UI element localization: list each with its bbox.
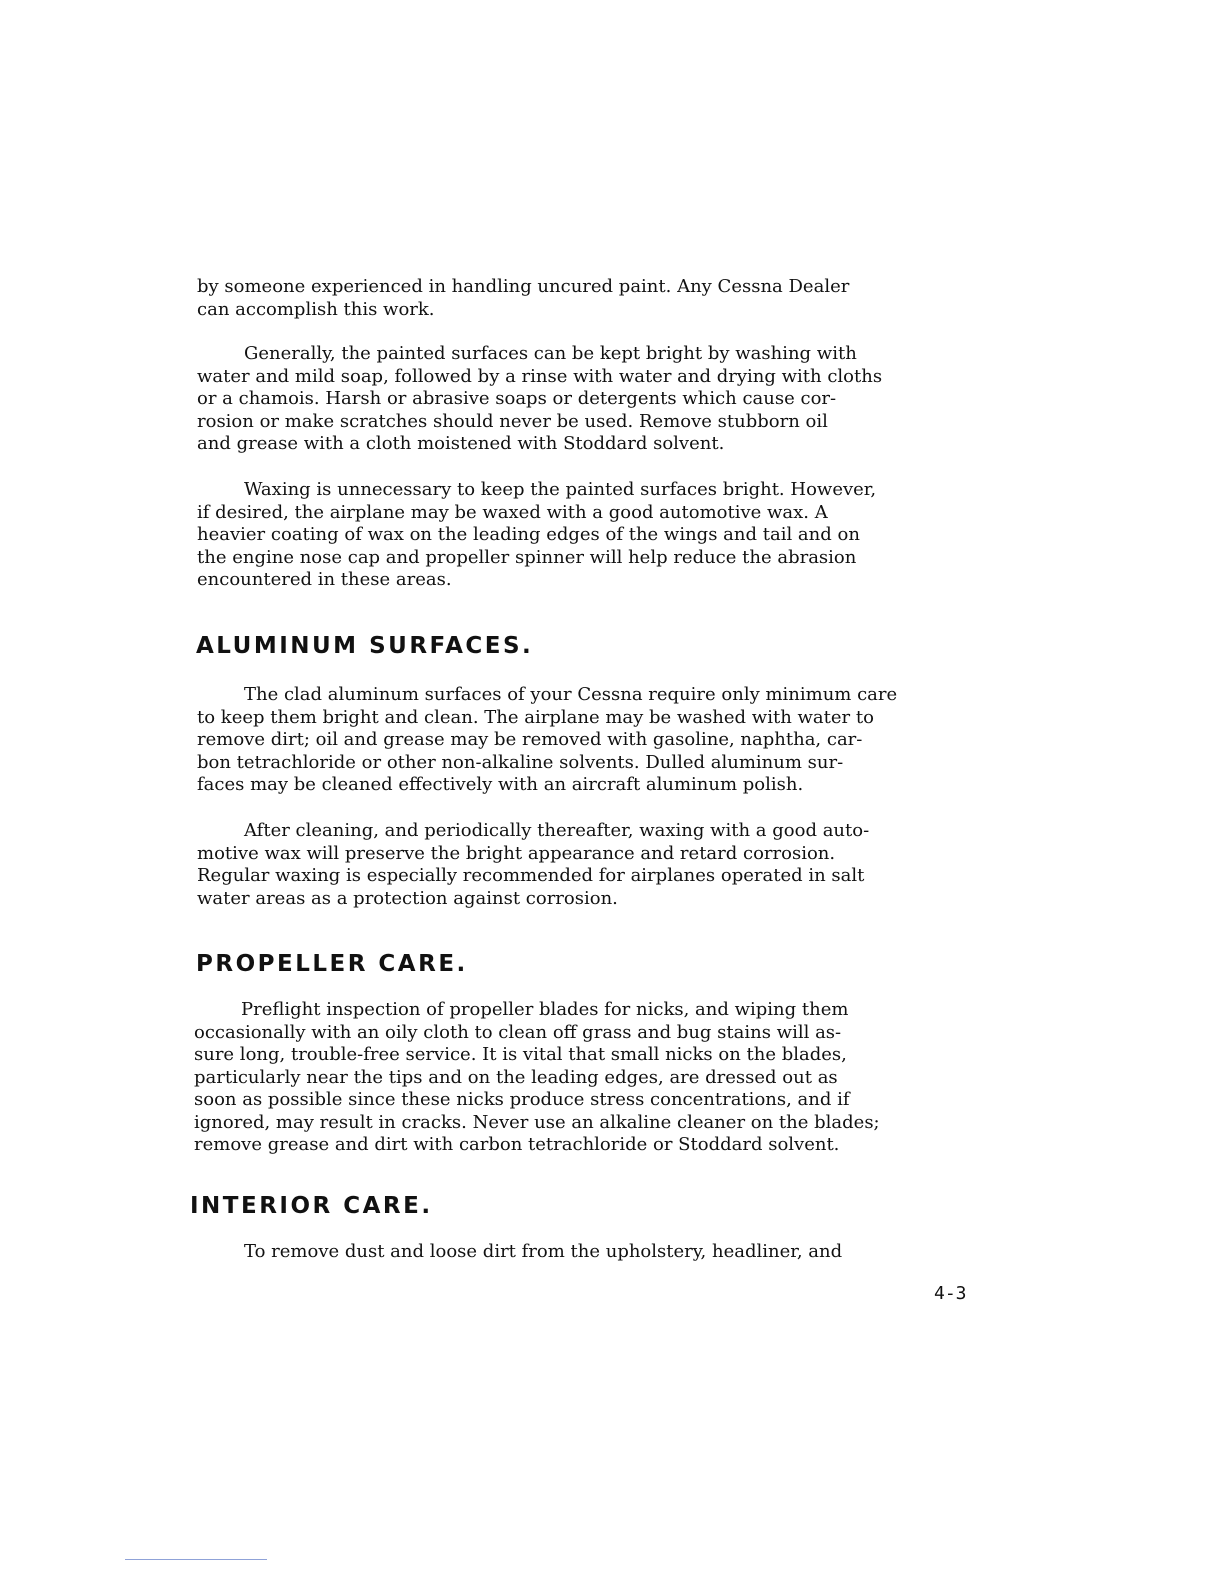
footer-rule [125, 1559, 267, 1560]
text-line: heavier coating of wax on the leading edges of the wings and tail and on [197, 524, 860, 545]
text-line: Waxing is unnecessary to keep the painted surfaces bright. However, [244, 479, 877, 500]
text-line: encountered in these areas. [197, 569, 452, 590]
text-line: bon tetrachloride or other non-alkaline solvents. Dulled aluminum sur- [197, 751, 844, 773]
text-line: if desired, the airplane may be waxed with a good automotive wax. A [197, 501, 828, 523]
paragraph-waxing [197, 479, 987, 592]
paragraph-interior-care [197, 1241, 987, 1264]
paragraph-paint-continuation [197, 276, 987, 321]
text-line: Generally, the painted surfaces can be kept bright by washing with [244, 343, 857, 364]
text-line: water areas as a protection against corrosion. [197, 887, 618, 909]
text-line: or a chamois. Harsh or abrasive soaps or detergents which cause cor- [197, 388, 837, 409]
text-line: ignored, may result in cracks. Never use an alkaline cleaner on the blades; [194, 1111, 880, 1133]
text-line: faces may be cleaned effectively with an aircraft aluminum polish. [197, 774, 804, 795]
text-line: sure long, trouble-free service. It is vital that small nicks on the blades, [194, 1044, 847, 1065]
text-line: Preflight inspection of propeller blades for nicks, and wiping them [241, 999, 849, 1020]
heading-aluminum-surfaces: ALUMINUM SURFACES. [196, 633, 534, 659]
page-number: 4-3 [934, 1283, 967, 1304]
paragraph-painted-surfaces-washing [197, 343, 987, 456]
text-line: and grease with a cloth moistened with Stoddard solvent. [197, 433, 725, 454]
heading-interior-care: INTERIOR CARE. [190, 1193, 433, 1219]
text-line: soon as possible since these nicks produce stress concentrations, and if [194, 1089, 850, 1110]
text-line: the engine nose cap and propeller spinner will help reduce the abrasion [197, 546, 857, 568]
text-line: motive wax will preserve the bright appearance and retard corrosion. [197, 842, 836, 864]
text-line: The clad aluminum surfaces of your Cessna require only minimum care [244, 684, 898, 705]
paragraph-aluminum-care [197, 684, 987, 797]
heading-propeller-care: PROPELLER CARE. [196, 951, 468, 977]
text-line: can accomplish this work. [197, 298, 435, 320]
paragraph-aluminum-waxing [197, 820, 987, 910]
text-line: particularly near the tips and on the leading edges, are dressed out as [194, 1066, 838, 1088]
text-line: remove grease and dirt with carbon tetrachloride or Stoddard solvent. [194, 1134, 840, 1155]
text-line: rosion or make scratches should never be used. Remove stubborn oil [197, 410, 828, 432]
paragraph-propeller-care [194, 999, 984, 1157]
text-line: occasionally with an oily cloth to clean off grass and bug stains will as- [194, 1021, 842, 1043]
text-line: to keep them bright and clean. The airplane may be washed with water to [197, 706, 874, 728]
text-line: Regular waxing is especially recommended for airplanes operated in salt [197, 865, 865, 886]
text-line: To remove dust and loose dirt from the upholstery, headliner, and [244, 1241, 843, 1262]
text-line: by someone experienced in handling uncured paint. Any Cessna Dealer [197, 276, 850, 297]
text-line: remove dirt; oil and grease may be removed with gasoline, naphtha, car- [197, 729, 863, 750]
text-line: After cleaning, and periodically thereafter, waxing with a good auto- [244, 820, 870, 841]
text-line: water and mild soap, followed by a rinse with water and drying with cloths [197, 365, 883, 387]
